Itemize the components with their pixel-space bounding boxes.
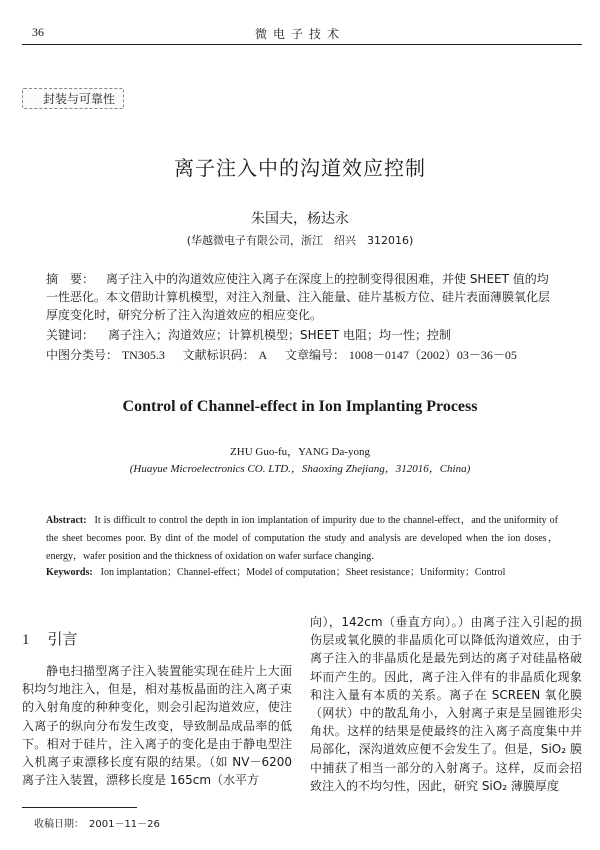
authors-en: ZHU Guo-fu，YANG Da-yong bbox=[230, 446, 370, 458]
classification-line bbox=[46, 346, 566, 364]
journal-name: 微电子技术 bbox=[254, 27, 345, 41]
affiliation-cn: (华越微电子有限公司，浙江 绍兴 312016) bbox=[186, 234, 414, 247]
keywords-en bbox=[46, 564, 558, 582]
paper-title-en: Control of Channel-effect in Ion Implanting Process bbox=[122, 398, 478, 415]
paper-title-cn: 离子注入中的沟道效应控制 bbox=[174, 156, 426, 180]
keywords-cn-label: 关键词： bbox=[46, 328, 95, 342]
article-number-value: 1008－0147（2002）03－36－05 bbox=[348, 348, 517, 362]
abstract-en-text: It is difficult to control the depth in ion implantation of impurity due to the channel-effect，and the uniformity of the sheet becomes poor. By dint of the model of computation the study and analysis are developed when the ion doses，energy，wafer position and the thickness of oxidation on wafer surface changing. bbox=[46, 515, 558, 562]
abstract-cn bbox=[46, 270, 558, 324]
header-rule bbox=[22, 44, 582, 45]
abstract-en bbox=[46, 512, 558, 566]
received-date: 收稿日期： 2001－11－26 bbox=[34, 819, 160, 830]
abstract-cn-label: 摘 要： bbox=[46, 272, 95, 286]
section-title: 引言 bbox=[47, 630, 78, 648]
doc-code-value: A bbox=[258, 348, 268, 362]
keywords-en-label: Keywords: bbox=[46, 567, 93, 578]
page-number: 36 bbox=[32, 25, 44, 39]
body-column-left: 静电扫描型离子注入装置能实现在硅片上大面积均匀地注入，但是，相对基板晶面的注入离子束的入射角度的种种变化，则会引起沟道效应，使注入离子的纵向分布发生改变，导致制品成品率的低下。相对于硅片，注入离子的变化是由于静电型注入机离子束漂移长度有限的结果。（如 NV－6200 离子注入装置，漂移长度是 165cm（水平方 bbox=[22, 664, 292, 788]
footnote-rule bbox=[22, 807, 137, 808]
authors-cn: 朱国夫，杨达永 bbox=[251, 211, 349, 227]
body-column-right: 向），142cm（垂直方向）。）由离子注入引起的损伤层或氧化膜的非晶质化可以降低沟道效应，由于离子注入的非晶质化是最先到达的离子对硅晶格破坏而产生的。因此，离子注入伴有的非晶质化现象和注入量有本质的关系。离子在 SCREEN 氧化膜（网状）中的散乱角小，入射离子束是呈圆锥形尖角状。这样的结果是使最终的注入离子高度集中并局部化，深沟道效应便不会发生了。但是，SiO₂ 膜中捕获了相当一部分的入射离子。这样，反而会招致注入的不均匀性，因此，研究 SiO₂ 薄膜厚度 bbox=[310, 615, 582, 793]
doc-code-label: 文献标识码： bbox=[182, 348, 255, 362]
affiliation-en: (Huayue Microelectronics CO. LTD.，Shaoxing Zhejiang，312016，China) bbox=[129, 463, 471, 475]
keywords-en-text: Ion implantation；Channel-effect；Model of computation；Sheet resistance；Uniformity；Control bbox=[100, 567, 506, 578]
clc-value: TN305.3 bbox=[121, 348, 165, 362]
keywords-cn-text: 离子注入；沟道效应；计算机模型；SHEET 电阻；均一性；控制 bbox=[108, 328, 451, 342]
article-number-label: 文章编号： bbox=[285, 348, 346, 362]
clc-label: 中图分类号： bbox=[46, 348, 119, 362]
section-label: 封装与可靠性 bbox=[22, 88, 124, 109]
abstract-en-label: Abstract: bbox=[46, 515, 87, 526]
abstract-cn-text: 离子注入中的沟道效应使注入离子在深度上的控制变得很困难，并使 SHEET 值的均一性恶化。本文借助计算机模型，对注入剂量、注入能量、硅片基板方位、硅片表面薄膜氧化层厚度变化时，研究分析了注入沟道效应的相应变化。 bbox=[46, 272, 551, 322]
section-heading bbox=[22, 628, 78, 649]
keywords-cn bbox=[46, 326, 558, 344]
section-number: 1 bbox=[22, 632, 30, 648]
